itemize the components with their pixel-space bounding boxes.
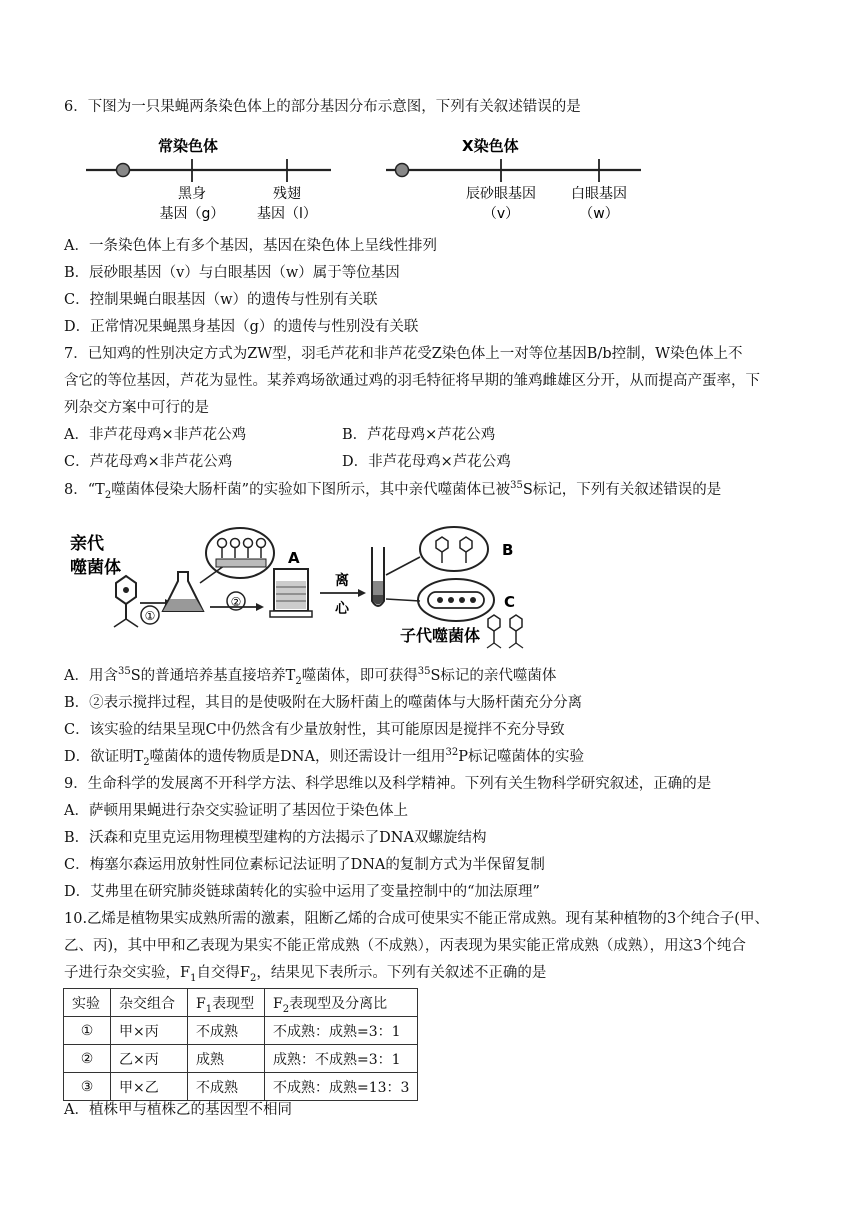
q6-option-a: A．一条染色体上有多个基因，基因在染色体上呈线性排列 — [64, 238, 437, 254]
table-cell: 成熟 — [188, 1045, 265, 1073]
table-row — [64, 1017, 418, 1045]
centromere-icon — [117, 164, 130, 177]
table-cell: 不成熟：成熟=13：3 — [265, 1073, 418, 1101]
q7-option-b: B．芦花母鸡×芦花公鸡 — [342, 427, 496, 443]
centromere-icon — [396, 164, 409, 177]
q6-option-c: C．控制果蝇白眼基因（w）的遗传与性别有关联 — [64, 292, 378, 308]
gene-g-name: 黑身 — [178, 186, 206, 202]
step-2-label: ② — [230, 595, 242, 609]
table-header-row — [64, 989, 418, 1017]
magnified-infection-icon — [206, 528, 274, 578]
table-cell: 乙×丙 — [111, 1045, 188, 1073]
q10-stem-line-2: 乙、丙)，其中甲和乙表现为果实不能正常成熟（不成熟），丙表现为果实能正常成熟（成熟），用这3个纯合 — [64, 938, 746, 954]
gene-l-symbol: 基因（l） — [257, 206, 317, 222]
precipitate-bacteria-icon — [418, 579, 494, 621]
q8-stem: 8．“$T_2$噬菌体侵染大肠杆菌”的实验如下图所示，其中亲代噬菌体已被$^{35}$S标记，下列有关叙述错误的是 — [64, 480, 722, 501]
table-header-cell: $F_2$表现型及分离比 — [265, 989, 418, 1017]
table-header-cell: 实验 — [64, 989, 111, 1017]
centrifuge-label-2: 心 — [335, 601, 349, 617]
q8-option-a: A．用含$^{35}$S的普通培养基直接培养$T_2$噬菌体，即可获得$^{35}$S标记的亲代噬菌体 — [64, 666, 557, 687]
table-cell: 成熟：不成熟=3：1 — [265, 1045, 418, 1073]
supernatant-phage-icon — [420, 527, 488, 571]
table-header-cell: 杂交组合 — [111, 989, 188, 1017]
gene-w-name: 白眼基因 — [571, 186, 627, 202]
table-cell: 甲×丙 — [111, 1017, 188, 1045]
q8-option-d: D．欲证明$T_2$噬菌体的遗传物质是DNA，则还需设计一组用$^{32}$P标记噬菌体的实验 — [64, 747, 584, 768]
q6-option-d: D．正常情况果蝇黑身基因（g）的遗传与性别没有关联 — [64, 319, 419, 335]
flask-icon — [163, 572, 203, 611]
gene-l-name: 残翅 — [273, 186, 301, 202]
centrifuge-label-1: 离 — [335, 573, 349, 589]
gene-g-symbol: 基因（g） — [159, 206, 225, 222]
q9-option-c: C．梅塞尔森运用放射性同位素标记法证明了DNA的复制方式为半保留复制 — [64, 857, 545, 873]
gene-v-name: 辰砂眼基因 — [466, 186, 536, 202]
gene-w-symbol: （w） — [579, 206, 619, 222]
phage-experiment-figure — [70, 515, 540, 650]
q7-option-c: C．芦花母鸡×非芦花公鸡 — [64, 454, 233, 470]
label-c: C — [504, 593, 516, 611]
q7-stem-line-3: 列杂交方案中可行的是 — [64, 400, 209, 416]
q8-option-c: C．该实验的结果呈现C中仍然含有少量放射性，其可能原因是搅拌不充分导致 — [64, 722, 565, 738]
table-row — [64, 1045, 418, 1073]
step-1-label: ① — [144, 609, 156, 623]
table-cell: ③ — [64, 1073, 111, 1101]
beaker-icon — [270, 569, 312, 617]
table-row — [64, 1073, 418, 1101]
q7-stem-line-1: 7．已知鸡的性别决定方式为ZW型，羽毛芦花和非芦花受Z染色体上一对等位基因B/b控制，W染色体上不 — [64, 346, 743, 362]
q7-option-d: D．非芦花母鸡×芦花公鸡 — [342, 454, 511, 470]
autosome-label: 常染色体 — [158, 137, 219, 155]
parent-phage-label-2: 噬菌体 — [70, 558, 121, 578]
gene-v-symbol: （v） — [482, 206, 520, 222]
x-chromosome-label: X染色体 — [462, 137, 519, 155]
table-cell: 甲×乙 — [111, 1073, 188, 1101]
q10-option-a: A．植株甲与植株乙的基因型不相同 — [64, 1102, 292, 1118]
table-cell: 不成熟：成熟=3：1 — [265, 1017, 418, 1045]
q10-stem-line-1: 10.乙烯是植物果实成熟所需的激素，阻断乙烯的合成可使果实不能正常成熟。现有某种植物的3个纯合子(甲、 — [64, 911, 769, 927]
q10-stem-line-3: 子进行杂交实验，$F_1$自交得$F_2$，结果见下表所示。下列有关叙述不正确的是 — [64, 965, 547, 984]
results-table — [63, 988, 418, 1101]
chromosome-figure — [86, 131, 646, 227]
q7-option-a: A．非芦花母鸡×非芦花公鸡 — [64, 427, 247, 443]
table-cell: ① — [64, 1017, 111, 1045]
q9-option-b: B．沃森和克里克运用物理模型建构的方法揭示了DNA双螺旋结构 — [64, 830, 487, 846]
q9-option-a: A．萨顿用果蝇进行杂交实验证明了基因位于染色体上 — [64, 803, 408, 819]
q9-option-d: D．艾弗里在研究肺炎链球菌转化的实验中运用了变量控制中的“加法原理” — [64, 884, 540, 900]
table-cell: ② — [64, 1045, 111, 1073]
q6-option-b: B．辰砂眼基因（v）与白眼基因（w）属于等位基因 — [64, 265, 400, 281]
label-a: A — [288, 549, 300, 567]
offspring-phage-icon — [487, 615, 523, 648]
q7-stem-line-2: 含它的等位基因，芦花为显性。某养鸡场欲通过鸡的羽毛特征将早期的雏鸡雌雄区分开，从而提高产蛋率，下 — [64, 373, 760, 389]
offspring-phage-label: 子代噬菌体 — [400, 626, 481, 645]
table-cell: 不成熟 — [188, 1073, 265, 1101]
q6-stem: 6．下图为一只果蝇两条染色体上的部分基因分布示意图，下列有关叙述错误的是 — [64, 99, 581, 115]
table-header-cell: $F_1$表现型 — [188, 989, 265, 1017]
test-tube-icon — [372, 547, 384, 606]
q8-option-b: B．②表示搅拌过程，其目的是使吸附在大肠杆菌上的噬菌体与大肠杆菌充分分离 — [64, 695, 583, 711]
q9-stem: 9．生命科学的发展离不开科学方法、科学思维以及科学精神。下列有关生物科学研究叙述，正确的是 — [64, 776, 712, 792]
parent-phage-label-1: 亲代 — [70, 534, 104, 554]
parent-phage-icon — [114, 576, 138, 627]
table-cell: 不成熟 — [188, 1017, 265, 1045]
label-b: B — [502, 541, 514, 559]
